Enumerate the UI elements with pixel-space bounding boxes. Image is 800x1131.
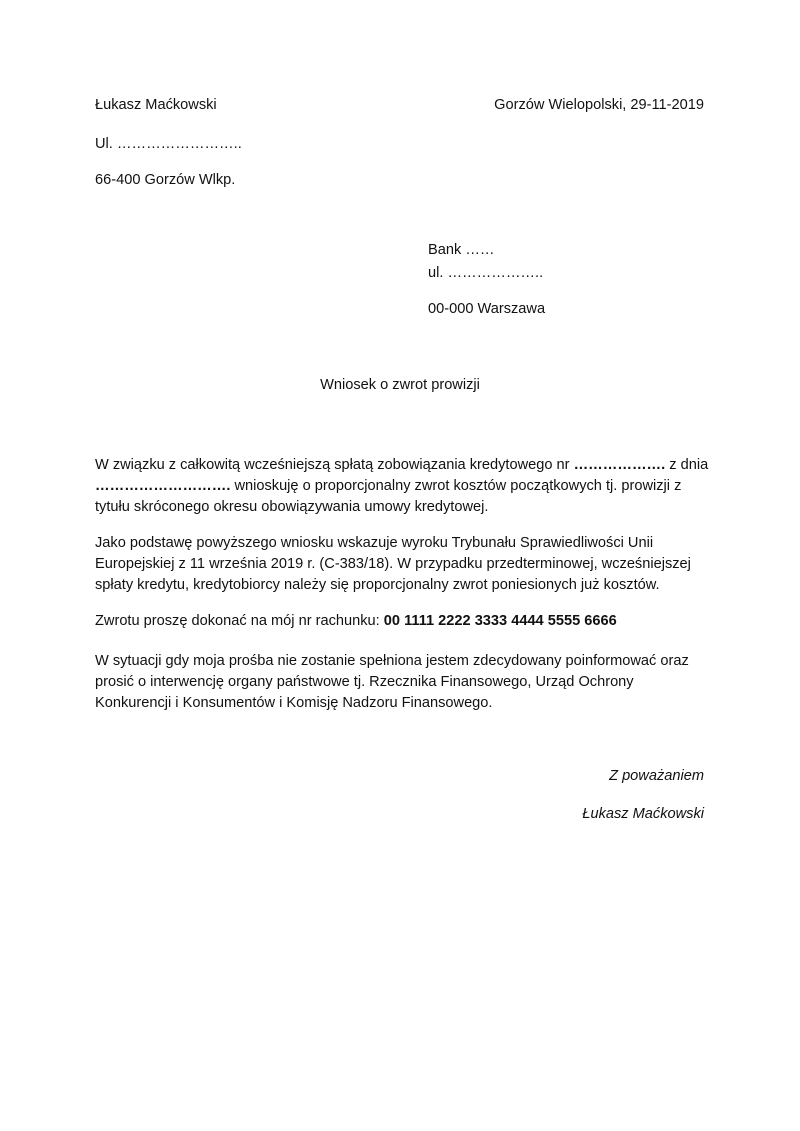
paragraph-escalation — [95, 651, 735, 714]
paragraph-line — [95, 611, 735, 632]
signature: Łukasz Maćkowski — [582, 806, 704, 822]
date-placeholder: ………………………. — [95, 478, 231, 494]
recipient-bank: Bank …… — [428, 242, 495, 258]
sender-name: Łukasz Maćkowski — [95, 97, 217, 113]
text: z dnia — [665, 457, 709, 473]
paragraph-line: prosić o interwencję organy państwowe tj. Rzecznika Finansowego, Urząd Ochrony — [95, 674, 634, 690]
place-date: Gorzów Wielopolski, 29-11-2019 — [494, 97, 704, 113]
recipient-city: 00-000 Warszawa — [428, 301, 546, 317]
paragraph-line: Jako podstawę powyższego wniosku wskazuje wyroku Trybunału Sprawiedliwości Unii — [95, 535, 654, 551]
paragraph-line: Europejskiej z 11 września 2019 r. (C-383/18). W przypadku przedterminowej, wcześniejszej — [95, 556, 691, 572]
paragraph-repayment — [95, 455, 735, 518]
paragraph-account — [95, 611, 735, 632]
recipient-street: ul. ……………….. — [428, 265, 544, 281]
loan-number-placeholder: ………………. — [573, 457, 666, 473]
paragraph-line: W sytuacji gdy moja prośba nie zostanie spełniona jestem zdecydowany poinformować oraz — [95, 653, 689, 669]
paragraph-line — [95, 455, 735, 476]
text: wnioskuję o proporcjonalny zwrot kosztów początkowych tj. prowizji z — [230, 478, 682, 494]
account-number: 00 1111 2222 3333 4444 5555 6666 — [383, 613, 617, 629]
sender-street: Ul. …………………….. — [95, 136, 242, 152]
closing-salutation: Z poważaniem — [609, 768, 704, 784]
sender-city: 66-400 Gorzów Wlkp. — [95, 172, 236, 188]
paragraph-line — [95, 476, 735, 497]
paragraph-legal-basis — [95, 533, 735, 596]
paragraph-line: tytułu skróconego okresu obowiązywania umowy kredytowej. — [95, 499, 489, 515]
account-label: Zwrotu proszę dokonać na mój nr rachunku: — [95, 613, 384, 629]
paragraph-line: Konkurencji i Konsumentów i Komisję Nadzoru Finansowego. — [95, 695, 493, 711]
document-title: Wniosek o zwrot prowizji — [320, 377, 480, 393]
text: W związku z całkowitą wcześniejszą spłatą zobowiązania kredytowego nr — [95, 457, 574, 473]
paragraph-line: spłaty kredytu, kredytobiorcy należy się proporcjonalny zwrot poniesionych już kosztów. — [95, 577, 660, 593]
